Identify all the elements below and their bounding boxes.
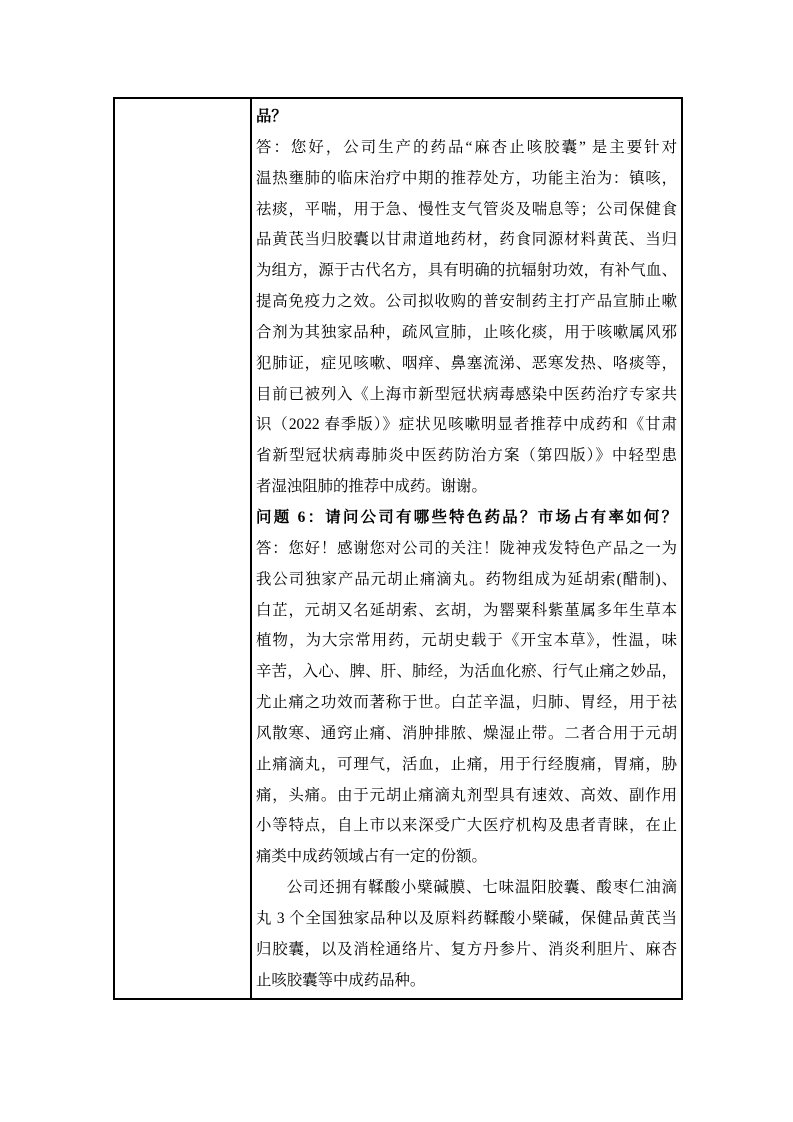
- answer-line: 归胶囊，以及消栓通络片、复方丹参片、消炎利胆片、麻杏: [256, 940, 677, 958]
- answer-line: 合剂为其独家品种，疏风宣肺，止咳化痰，用于咳嗽属风邪: [256, 323, 677, 341]
- answer-line: 目前已被列入《上海市新型冠状病毒感染中医药治疗专家共: [256, 385, 677, 403]
- answer-line: 痛类中成药领域占有一定的份额。: [256, 848, 487, 866]
- qa-cell-content: [256, 102, 677, 996]
- answer-line: 为组方，源于古代名方，具有明确的抗辐射功效，有补气血、: [256, 262, 677, 280]
- answer-line: 省新型冠状病毒肺炎中医药防治方案（第四版）》中轻型患: [256, 447, 677, 465]
- answer-line: 植物，为大宗常用药，元胡史载于《开宝本草》，性温，味: [256, 632, 677, 650]
- answer-line: 小等特点，自上市以来深受广大医疗机构及患者青睐，在止: [256, 817, 677, 835]
- table-cell-right: [252, 99, 681, 998]
- answer-line: 答：您好！感谢您对公司的关注！陇神戎发特色产品之一为: [256, 539, 677, 557]
- answer-line: 尤止痛之功效而著称于世。白芷辛温，归肺、胃经，用于祛: [256, 694, 677, 712]
- question-line: 问题 6：请问公司有哪些特色药品？市场占有率如何？: [256, 508, 677, 526]
- answer-line: 我公司独家产品元胡止痛滴丸。药物组成为延胡索(醋制)、: [256, 570, 677, 588]
- answer-line: 丸 3 个全国独家品种以及原料药鞣酸小檗碱，保健品黄芪当: [256, 909, 677, 927]
- answer-line: 止痛滴丸，可理气，活血，止痛，用于行经腹痛，胃痛，胁: [256, 755, 677, 773]
- question-line: 品？: [256, 108, 287, 125]
- answer-line: 痛，头痛。由于元胡止痛滴丸剂型具有速效、高效、副作用: [256, 786, 677, 804]
- answer-line: 止咳胶囊等中成药品种。: [256, 971, 426, 989]
- answer-line: 公司还拥有鞣酸小檗碱膜、七味温阳胶囊、酸枣仁油滴: [286, 879, 677, 897]
- answer-line: 祛痰，平喘，用于急、慢性支气管炎及喘息等；公司保健食: [256, 200, 677, 218]
- answer-line: 答：您好，公司生产的药品“麻杏止咳胶囊” 是主要针对: [256, 138, 677, 156]
- answer-line: 温热壅肺的临床治疗中期的推荐处方，功能主治为：镇咳，: [256, 169, 677, 187]
- answer-line: 提高免疫力之效。公司拟收购的普安制药主打产品宣肺止嗽: [256, 293, 677, 311]
- answer-line: 辛苦，入心、脾、肝、肺经，为活血化瘀、行气止痛之妙品，: [256, 663, 677, 681]
- answer-line: 识（2022 春季版）》症状见咳嗽明显者推荐中成药和《甘肃: [256, 416, 677, 434]
- answer-line: 白芷，元胡又名延胡索、玄胡，为罂粟科紫堇属多年生草本: [256, 601, 677, 619]
- answer-line: 风散寒、通窍止痛、消肿排脓、燥湿止带。二者合用于元胡: [256, 724, 677, 742]
- answer-line: 者湿浊阻肺的推荐中成药。谢谢。: [256, 478, 487, 496]
- answer-line: 品黄芪当归胶囊以甘肃道地药材，药食同源材料黄芪、当归: [256, 231, 677, 249]
- answer-line: 犯肺证，症见咳嗽、咽痒、鼻塞流涕、恶寒发热、咯痰等，: [256, 354, 677, 372]
- table-cell-left: [115, 99, 252, 998]
- qa-table: [113, 97, 683, 1000]
